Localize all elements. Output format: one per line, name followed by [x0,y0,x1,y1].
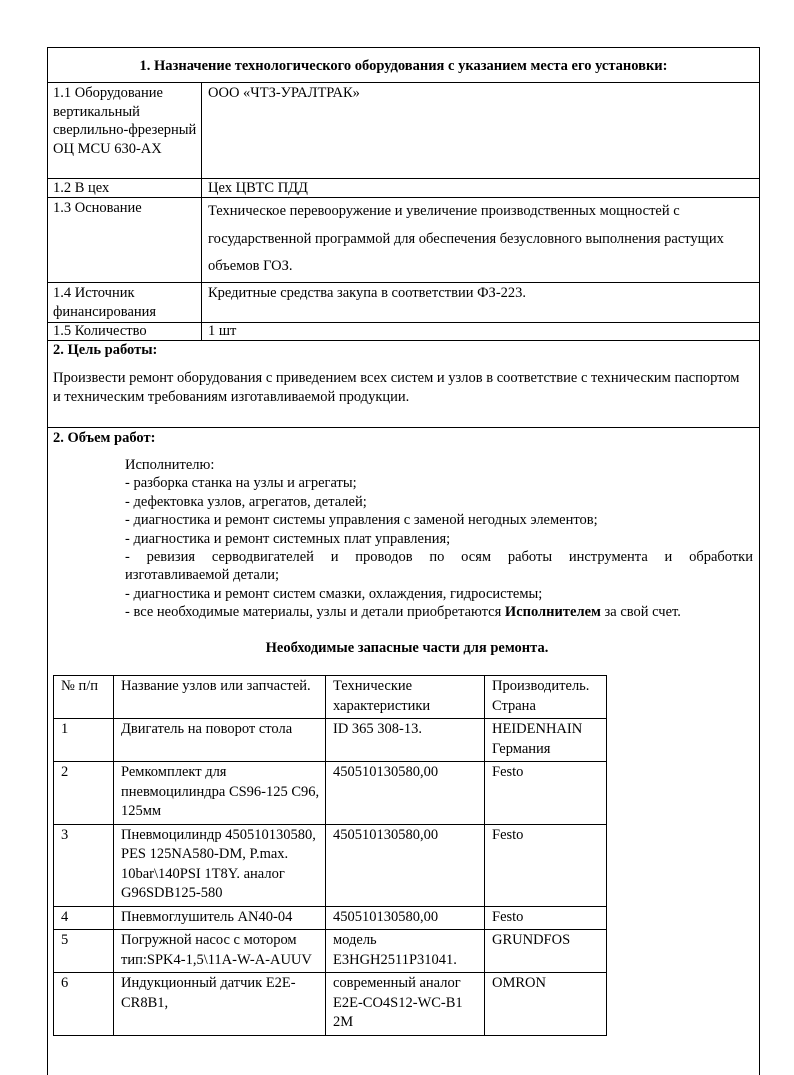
info-label: 1.2 В цех [48,179,202,197]
info-row [48,198,759,283]
table-row [54,762,607,825]
goal-section [48,341,759,428]
table-cell: 1 [54,719,114,762]
list-item: - все необходимые материалы, узлы и детали приобретаются Исполнителем за свой счет. [125,604,681,621]
parts-table [53,675,607,1036]
table-cell: современный аналог E2E-CO4S12-WC-B1 2M [326,973,485,1036]
table-cell: модель E3HGH2511P31041. [326,930,485,973]
list-item: - ревизия серводвигателей и проводов по осям работы инструмента и обработки [125,549,753,566]
table-cell: Двигатель на поворот стола [114,719,326,762]
info-label: 1.1 Оборудование вертикальный сверлильно-фрезерный ОЦ MCU 630-AX [48,83,202,178]
table-row [54,906,607,930]
table-row [54,930,607,973]
info-row [48,323,759,341]
info-row [48,283,759,323]
table-cell: 5 [54,930,114,973]
table-cell: Индукционный датчик E2E-CR8B1, [114,973,326,1036]
info-label: 1.5 Количество [48,323,202,340]
info-row [48,83,759,179]
list-item: - диагностика и ремонт системных плат управления; [125,530,451,547]
list-item: - диагностика и ремонт систем смазки, охлаждения, гидросистемы; [125,585,543,602]
scope-list [125,456,753,622]
table-cell: 2 [54,762,114,825]
goal-title: 2. Цель работы: [53,342,158,358]
table-cell: Festo [485,906,607,930]
table-cell: GRUNDFOS [485,930,607,973]
table-cell: Пневмоглушитель AN40-04 [114,906,326,930]
info-value: Техническое перевооружение и увеличение производственных мощностей с государственной программой для обеспечения безусловного выполнения растущих объемов ГОЗ. [208,203,724,274]
section1-title: 1. Назначение технологического оборудования с указанием места его установки: [48,48,759,83]
scope-title: 2. Объем работ: [53,430,156,446]
table-cell: Погружной насос с мотором тип:SPK4-1,5\11A-W-A-AUUV [114,930,326,973]
table-cell: ID 365 308-13. [326,719,485,762]
goal-text: Произвести ремонт оборудования с приведением всех систем и узлов в соответствие с техническим паспортом и техническим требованиям изготавливаемой продукции. [53,370,740,405]
table-cell: 450510130580,00 [326,906,485,930]
list-item: изготавливаемой детали; [125,567,279,584]
header-cell: Название узлов или запчастей. [114,676,326,719]
info-value: 1 шт [208,323,237,339]
list-item: - дефектовка узлов, агрегатов, деталей; [125,493,367,510]
info-value: ООО «ЧТЗ-УРАЛТРАК» [208,85,360,101]
info-value: Кредитные средства закупа в соответствии ФЗ-223. [208,285,527,301]
info-row [48,179,759,198]
table-cell: Пневмоцилиндр 450510130580, PES 125NA580-DM, P.max. 10bar\140PSI 1T8Y. аналог G96SDB125-580 [114,824,326,906]
table-row [54,824,607,906]
scope-section [48,428,759,657]
table-cell: 6 [54,973,114,1036]
table-cell: OMRON [485,973,607,1036]
table-cell: Festo [485,824,607,906]
scope-intro: Исполнителю: [125,457,215,473]
table-row [54,973,607,1036]
table-cell: 3 [54,824,114,906]
table-header-row [54,676,607,719]
list-item: - разборка станка на узлы и агрегаты; [125,475,357,492]
header-cell: № п/п [54,676,114,719]
table-cell: 450510130580,00 [326,762,485,825]
parts-title: Необходимые запасные части для ремонта. [265,639,549,656]
header-cell: Производитель. Страна [485,676,607,719]
table-row [54,719,607,762]
table-cell: 450510130580,00 [326,824,485,906]
info-label: 1.4 Источник финансирования [48,283,202,322]
info-value: Цех ЦВТС ПДД [208,180,308,196]
table-cell: HEIDENHAIN Германия [485,719,607,762]
list-item: - диагностика и ремонт системы управления с заменой негодных элементов; [125,512,598,529]
info-label: 1.3 Основание [48,198,202,282]
header-cell: Технические характеристики [326,676,485,719]
table-cell: 4 [54,906,114,930]
table-cell: Ремкомплект для пневмоцилиндра CS96-125 C96, 125мм [114,762,326,825]
table-cell: Festo [485,762,607,825]
